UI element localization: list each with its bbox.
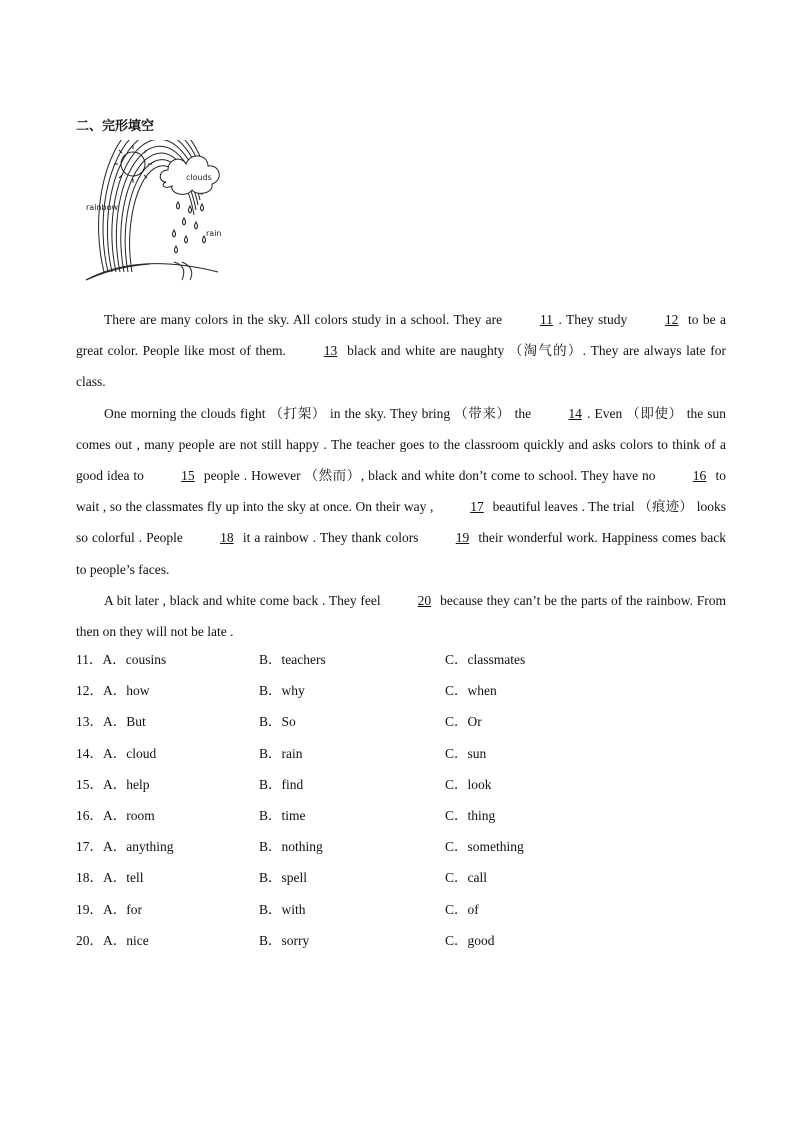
option-b: B．sorry — [259, 932, 310, 948]
option-a: 15．A．help — [76, 776, 150, 792]
option-b: B．find — [259, 776, 304, 792]
answer-options — [76, 644, 726, 956]
question-row — [76, 800, 726, 831]
option-a: 17．A．anything — [76, 839, 174, 855]
option-a: 20．A．nice — [76, 932, 149, 948]
option-b: B．with — [259, 901, 306, 917]
option-c: C．good — [445, 932, 495, 948]
question-row — [76, 675, 726, 706]
blank-14: 14 — [568, 405, 582, 421]
question-row — [76, 862, 726, 893]
option-a: 16．A．room — [76, 807, 155, 823]
option-c: C．Or — [445, 714, 482, 730]
section-title: 二、完形填空 — [76, 119, 155, 134]
option-c: C．look — [445, 776, 492, 792]
option-c: C．of — [445, 901, 479, 917]
option-c: C．sun — [445, 745, 487, 761]
option-c: C．something — [445, 839, 524, 855]
paragraph-1: There are many colors in the sky. All colors study in a school. They are 11 . They study 12 to be a great color. People like most of them. 13 black and white are naughty （淘气的）. They are always late for class. — [76, 304, 726, 398]
blank-15: 15 — [181, 468, 195, 484]
option-c: C．call — [445, 870, 487, 886]
question-row — [76, 894, 726, 925]
option-b: B．rain — [259, 745, 303, 761]
rainbow-illustration — [78, 140, 228, 282]
question-row — [76, 925, 726, 956]
blank-20: 20 — [417, 592, 432, 608]
raindrops-icon — [173, 202, 206, 253]
blank-18: 18 — [220, 530, 234, 546]
blank-11: 11 — [539, 312, 553, 327]
option-c: C．thing — [445, 807, 496, 823]
option-a: 18．A．tell — [76, 870, 144, 886]
option-b: B．why — [259, 683, 305, 699]
question-row — [76, 706, 726, 737]
clouds-label: clouds — [186, 173, 212, 182]
option-b: B．So — [259, 714, 296, 730]
blank-16: 16 — [692, 468, 707, 484]
blank-19: 19 — [455, 530, 470, 546]
option-b: B．spell — [259, 870, 308, 886]
paragraph-3: A bit later , black and white come back . They feel 20 because they can’t be the parts of the rainbow. From then on they will not be late . — [76, 585, 726, 647]
question-row — [76, 769, 726, 800]
ground — [86, 262, 218, 280]
option-b: B．time — [259, 807, 306, 823]
paragraph-2: One morning the clouds fight （打架） in the sky. They bring （带来） the 14 . Even （即使） the sun comes out , many people are not still happy . The teacher goes to the classroom quickly and asks colors to think of a good idea to 15 people . However （然而）, black and white don’t come to school. They have no 16 to wait , so the classmates fly up into the sky at once. On their way , 17 beautiful leaves . The trial （痕迹） looks so colorful . People 18 it a rainbow . They thank colors 19 their wonderful work. Happiness comes back to people’s faces. — [76, 398, 726, 585]
option-a: 19．A．for — [76, 901, 142, 917]
rainbow-label: rainbow — [86, 203, 118, 212]
rain-label: rain — [206, 229, 222, 238]
question-row — [76, 831, 726, 862]
blank-13: 13 — [323, 343, 338, 359]
option-a: 12．A．how — [76, 683, 150, 699]
blank-17: 17 — [470, 499, 484, 515]
option-a: 14．A．cloud — [76, 745, 157, 761]
option-b: B．teachers — [259, 652, 326, 667]
option-a: 11．A．cousins — [76, 652, 167, 667]
cloze-passage — [76, 304, 726, 647]
option-c: C．classmates — [445, 652, 526, 667]
option-c: C．when — [445, 683, 497, 699]
option-a: 13．A．But — [76, 714, 146, 730]
question-row — [76, 644, 726, 675]
blank-12: 12 — [664, 312, 679, 327]
option-b: B．nothing — [259, 839, 323, 855]
question-row — [76, 738, 726, 769]
